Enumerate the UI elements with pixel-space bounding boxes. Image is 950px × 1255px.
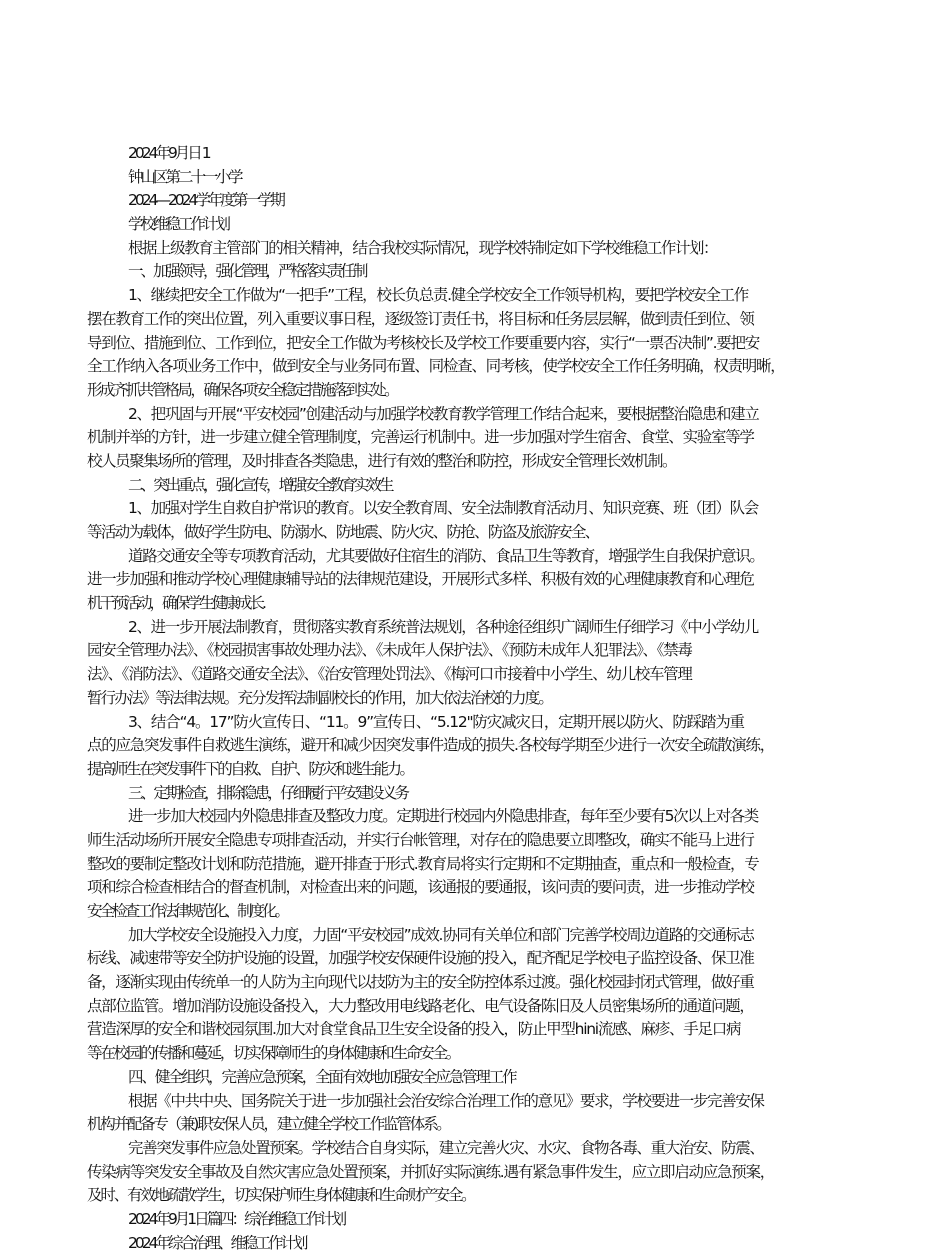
document-line: 及时、有效地疏散学生，切实保护师生身体健康和生命财产安全。 [87, 1186, 475, 1205]
document-line: 2、把巩固与开展“平安校园”创建活动与加强学校教育教学管理工作结合起来，要根据整治隐患和建立 [128, 404, 759, 423]
document-line: 营造深厚的安全和谐校园氛围.加大对食堂食品卫生安全设备的投入，防止甲型hini流感、麻疹、手足口病 [87, 1020, 741, 1039]
document-line: 一、加强领导，强化管理，严格落实责任制 [128, 262, 366, 281]
document-line: 整改的要制定整改计划和防范措施，避开排查于形式.教育局将实行定期和不定期抽查，重点和一般检查，专 [87, 854, 759, 873]
document-line: 园安全管理办法》、《校园损害事故处理办法》、《未成年人保护法》、《预防未成年人犯罪法》、《禁毒 [87, 641, 692, 660]
document-line: 2024年综合治理、维稳工作计划 [128, 1233, 306, 1252]
document-line: 机构并配备专（兼)职安保人员，建立健全学校工作监管体系。 [87, 1115, 450, 1134]
document-line: 机制并举的方针，进一步建立健全管理制度，完善运行机制中。进一步加强对学生宿舍、食堂、实验室等学 [87, 428, 754, 447]
document-line: 法》、《消防法》、《道路交通安全法》、《治安管理处罚法》、《梅河口市接着中小学生、幼儿校车管理 [87, 665, 692, 684]
document-line: 师生活动场所开展安全隐患专项排查活动，并实行台帐管理，对存在的隐患要立即整改，确实不能马上进行 [87, 830, 754, 849]
document-line: 全工作纳入各项业务工作中，做到安全与业务同布置、同检查、同考核，使学校安全工作任务明确，权责明晰， [87, 357, 785, 376]
document-line: 提高师生在突发事件下的自救、自护、防灾和逃生能力。 [87, 759, 413, 778]
document-line: 钟山区第二十一小学 [128, 167, 241, 186]
document-line: 传染病等突发安全事故及自然灾害应急处置预案，并抓好实际演练.遇有紧急事件发生，应立即启动应急预案， [87, 1162, 774, 1181]
document-line: 根据上级教育主管部门的相关精神，结合我校实际情况，现学校特制定如下学校维稳工作计划： [128, 238, 718, 257]
document-line: 形成齐抓共管格局，确保各项安全稳定措施落到实处。 [87, 380, 398, 399]
document-line: 2024年9月1日篇四：综治维稳工作计划 [128, 1209, 345, 1228]
document-line: 项和综合检查相结合的督查机制，对检查出来的问题，该通报的要通报，该问责的要问责，进一步推动学校 [87, 878, 754, 897]
document-line: 2024年9月日 1 [128, 144, 209, 162]
document-line: 摆在教育工作的突出位置，列入重要议事日程，逐级签订责任书，将目标和任务层层解，做到责任到位、领 [87, 309, 754, 328]
document-line: 1、继续把安全工作做为“一把手”工程，校长负总责.健全学校安全工作领导机构，要把学校安全工作 [128, 286, 748, 305]
document-line: 进一步加大校园内外隐患排查及整改力度。定期进行校园内外隐患排查，每年至少要有5次以上对各类 [128, 807, 758, 826]
document-line: 3、结合“4。17”防火宣传日、“11。9”宣传日、“5.12"防灾减灾日，定期开展以防火、防踩踏为重 [128, 712, 744, 731]
document-line: 暂行办法》等法律法规。充分发挥法制副校长的作用，加大依法治校的力度。 [87, 688, 553, 707]
document-line: 道路交通安全等专项教育活动，尤其要做好住宿生的消防、食品卫生等教育，增强学生自我保护意识。 [128, 546, 764, 565]
document-line: 加大学校安全设施投入力度，力固“平安校园”成效.协同有关单位和部门完善学校周边道路的交通标志 [128, 925, 754, 944]
document-line: 等在校园的传播和蔓延，切实保障师生的身体健康和生命安全。 [87, 1044, 460, 1063]
document-line: 校人员聚集场所的管理，及时排查各类隐患，进行有效的整治和防控，形成安全管理长效机制。 [87, 451, 677, 470]
document-line: 点的应急突发事件自救逃生演练，避开和减少因突发事件造成的损失.各校每学期至少进行一次安全疏散演练， [87, 736, 774, 755]
document-line: 2024—2024学年度第一学期 [128, 191, 283, 210]
document-line: 四、健全组织，完善应急预案，全面有效地加强安全应急管理工作 [128, 1067, 516, 1086]
document-line: 标线、减速带等安全防护设施的设置，加强学校安保硬件设施的投入，配齐配足学校电子监控设备、保卫准 [87, 949, 754, 968]
document-line: 学校维稳工作计划 [128, 215, 229, 234]
document-line: 根据《中共中央、国务院关于进一步加强社会治安综合治理工作的意见》要求，学校要进一步完善安保 [128, 1091, 764, 1110]
document-line: 二、突出重点，强化宣传，增强安全教育实效生 [128, 475, 392, 494]
document-line: 进一步加强和推动学校心理健康辅导站的法律规范建设，开展形式多样、积极有效的心理健康教育和心理危 [87, 570, 754, 589]
document-line: 完善突发事件应急处置预案。学校结合自身实际，建立完善火灾、水灾、食物各毒、重大治安、防震、 [128, 1138, 764, 1157]
document-line: 等活动为载体，做好学生防电、防溺水、防地震、防火灾、防抢、防盗及旅游安全、 [87, 523, 599, 541]
document-line: 备，逐渐实现由传统单一的人防为主向现代以技防为主的安全防控体系过渡。强化校园封闭式管理，做好重 [87, 973, 754, 992]
document-line: 三、定期检查，排除隐患，仔细履行平安建设义务 [128, 783, 408, 802]
document-line: 安全检查工作法律规范化、制度化。 [87, 902, 288, 920]
document-line: 点部位监管。增加消防设施设备投入，大力整改用电线路老化、电气设备陈旧及人员密集场所的通道问题， [87, 996, 754, 1015]
document-line: 导到位、措施到位、工作到位，把安全工作做为考核校长及学校工作要重要内容，实行“一票否决制”.要把安 [87, 333, 759, 352]
document-line: 1、加强对学生自救自护常识的教育。以安全教育周、安全法制教育活动月、知识竞赛、班（团）队会 [128, 499, 758, 518]
document-line: 机干预活动，确保学生健康成长. [87, 594, 264, 613]
document-line: 2、进一步开展法制教育，贯彻落实教育系统普法规划，各种途径组织广阔师生仔细学习《中小学幼儿 [128, 617, 758, 636]
